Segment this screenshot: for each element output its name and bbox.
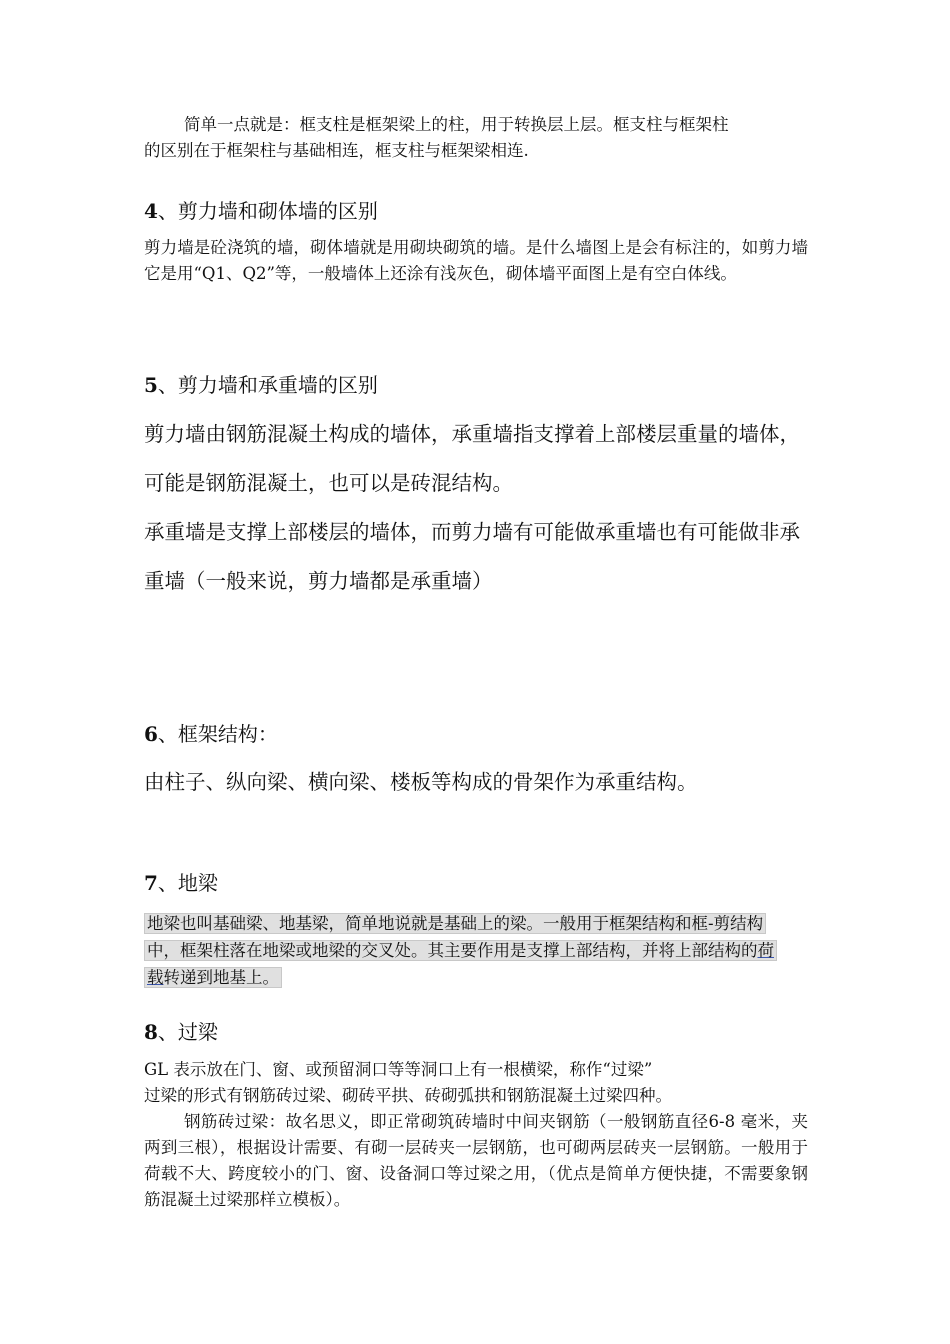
section-4-number: 4: [144, 199, 158, 223]
section-7-title: 、地梁: [157, 871, 218, 895]
section-8-line-2: 过梁的形式有钢筋砖过梁、砌砖平拱、砖砌弧拱和钢筋混凝土过梁四种。: [144, 1086, 672, 1105]
intro-line-2: 的区别在于框架柱与基础相连，框支柱与框架梁相连.: [144, 141, 529, 160]
section-7-line-3-underlined: 载: [147, 968, 164, 987]
section-5-paragraph-1: 剪力墙由钢筋混凝土构成的墙体，承重墙指支撑着上部楼层重量的墙体，可能是钢筋混凝土，也可以是砖混结构。: [144, 422, 800, 495]
section-5-title: 、剪力墙和承重墙的区别: [157, 373, 378, 397]
section-6-number: 6: [144, 722, 158, 746]
intro-line-1: 简单一点就是：框支柱是框架梁上的柱，用于转换层上层。框支柱与框架柱: [184, 115, 729, 134]
section-6-body: 由柱子、纵向梁、横向梁、楼板等构成的骨架作为承重结构。: [144, 770, 698, 794]
section-7-line-2-text: 中，框架柱落在地梁或地梁的交叉处。其主要作用是支撑上部结构，并将上部结构的: [147, 941, 758, 960]
section-7-line-3-text: 转递到地基上。: [163, 968, 279, 987]
section-8-body: [144, 1057, 808, 1213]
section-8-heading: [144, 1018, 808, 1046]
section-8-title: 、过梁: [157, 1020, 218, 1044]
section-7-heading: [144, 869, 808, 897]
section-7-line-2-underlined: 荷: [757, 941, 774, 960]
section-4-body: 剪力墙是砼浇筑的墙，砌体墙就是用砌块砌筑的墙。是什么墙图上是会有标注的，如剪力墙它是用“Q1、Q2”等，一般墙体上还涂有浅灰色，砌体墙平面图上是有空白体线。: [144, 238, 808, 283]
section-7-line-1: 地梁也叫基础梁、地基梁，简单地说就是基础上的梁。一般用于框架结构和框-剪结构: [144, 913, 766, 934]
section-5-paragraph-2: 承重墙是支撑上部楼层的墙体，而剪力墙有可能做承重墙也有可能做非承重墙（一般来说，剪力墙都是承重墙）: [144, 520, 800, 593]
section-5-number: 5: [144, 373, 158, 397]
section-8-number: 8: [144, 1020, 158, 1044]
section-7-number: 7: [144, 871, 158, 895]
section-8-line-1: GL 表示放在门、窗、或预留洞口等等洞口上有一根横梁，称作“过梁”: [144, 1060, 653, 1079]
section-4-heading: [144, 197, 808, 225]
section-7-highlighted-body: [144, 910, 808, 991]
section-8-paragraph: 钢筋砖过梁：故名思义，即正常砌筑砖墙时中间夹钢筋（一般钢筋直径6-8 毫米，夹两到三根），根据设计需要、有砌一层砖夹一层钢筋，也可砌两层砖夹一层钢筋。一般用于荷载不大、跨度较小的门、窗、设备洞口等过梁之用，（优点是简单方便快捷，不需要象钢筋混凝土过梁那样立模板）。: [144, 1112, 808, 1209]
section-6-title: 、框架结构：: [157, 722, 278, 746]
section-5-heading: [144, 371, 808, 399]
intro-paragraph: [144, 112, 808, 164]
section-6-heading: [144, 720, 808, 748]
section-7-line-3: [144, 967, 282, 988]
section-4-title: 、剪力墙和砌体墙的区别: [157, 199, 378, 223]
section-7-line-2: [144, 940, 777, 961]
